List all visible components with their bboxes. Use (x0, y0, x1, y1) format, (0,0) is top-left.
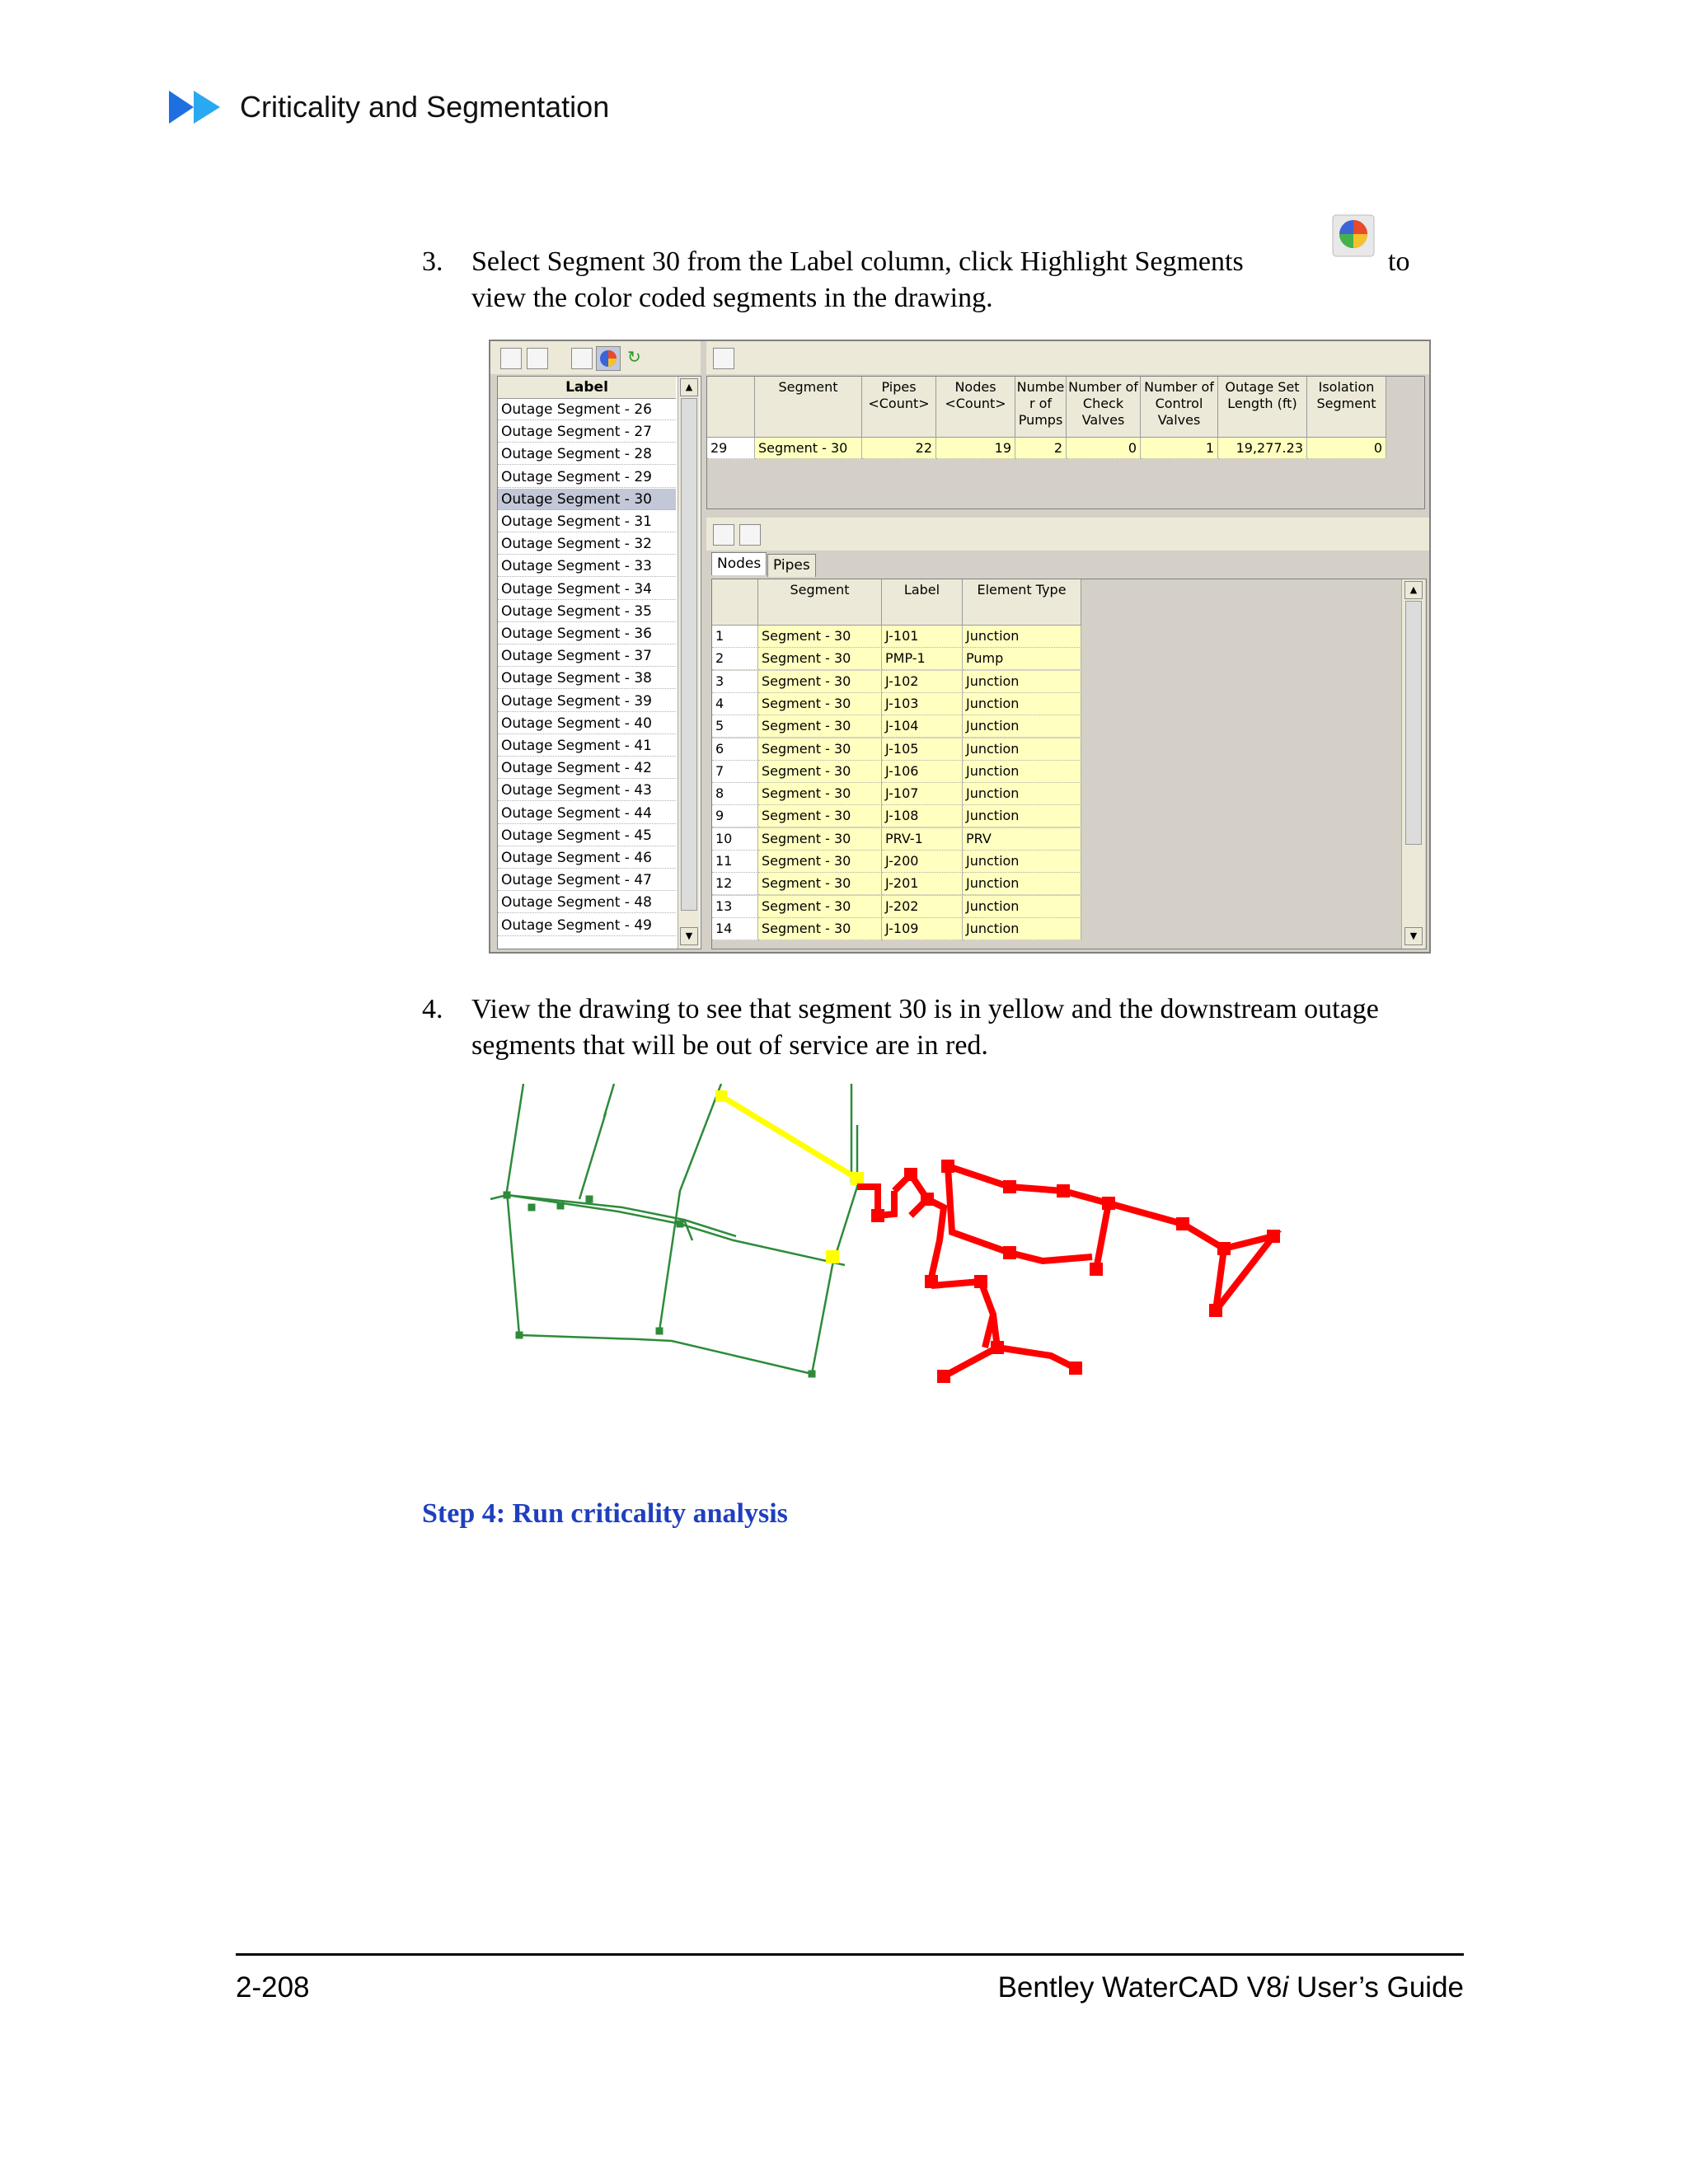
summary-cell[interactable]: 0 (1307, 438, 1386, 459)
nodes-table-scrollbar[interactable] (1401, 579, 1425, 949)
summary-column-header[interactable]: Number of Control Valves (1141, 377, 1218, 438)
nodes-cell[interactable]: Junction (963, 918, 1081, 940)
page-header (169, 89, 609, 125)
segment-30-node (826, 1250, 839, 1263)
summary-column-header[interactable]: Outage Set Length (ft) (1218, 377, 1307, 438)
guide-title-i: i (1282, 1971, 1289, 2004)
nodes-toolbar (706, 518, 1429, 551)
nodes-cell[interactable]: Junction (963, 626, 1081, 648)
nodes-cell[interactable]: J-109 (882, 918, 963, 940)
double-arrow-icon (169, 91, 223, 124)
tab-nodes[interactable]: Nodes (711, 552, 767, 575)
left-toolbar (490, 341, 701, 374)
junction-node (528, 1204, 536, 1212)
summary-column-header[interactable]: Nodes <Count> (936, 377, 1015, 438)
nodes-column-header[interactable]: Segment (758, 579, 882, 626)
guide-title-b: User’s Guide (1288, 1971, 1464, 2004)
outage-pipe (948, 1166, 1092, 1261)
segment-30-node (851, 1172, 864, 1185)
segment-30-node (715, 1090, 727, 1102)
nodes-cell[interactable]: J-106 (882, 761, 963, 783)
nodes-cell[interactable]: Junction (963, 896, 1081, 918)
copy-icon[interactable] (713, 524, 734, 546)
footer-rule (236, 1953, 1464, 1956)
label-list-item[interactable]: Outage Segment - 33 (498, 555, 676, 577)
nodes-cell[interactable]: Segment - 30 (758, 738, 882, 761)
label-list-item[interactable]: Outage Segment - 47 (498, 869, 676, 891)
nodes-column-header[interactable]: Element Type (963, 579, 1081, 626)
label-list-item[interactable]: Outage Segment - 41 (498, 735, 676, 757)
network-drawing (482, 1084, 1405, 1397)
zoom-icon[interactable] (571, 348, 593, 369)
nodes-cell[interactable]: J-108 (882, 805, 963, 827)
nodes-cell[interactable]: Junction (963, 783, 1081, 805)
refresh-icon[interactable]: ↻ (627, 347, 641, 367)
nodes-cell[interactable]: PRV-1 (882, 828, 963, 851)
label-list-item[interactable]: Outage Segment - 37 (498, 645, 676, 667)
summary-table (706, 376, 1425, 509)
scroll-thumb[interactable] (681, 398, 697, 911)
outage-pipe (927, 1199, 944, 1286)
nodes-cell[interactable]: J-105 (882, 738, 963, 761)
nodes-row-index: 7 (712, 761, 758, 783)
label-list-item[interactable]: Outage Segment - 28 (498, 443, 676, 465)
nodes-row-index: 12 (712, 873, 758, 895)
label-list-item[interactable]: Outage Segment - 46 (498, 847, 676, 869)
label-list-item[interactable]: Outage Segment - 45 (498, 825, 676, 846)
label-list-item[interactable]: Outage Segment - 32 (498, 533, 676, 555)
nodes-cell[interactable]: Segment - 30 (758, 648, 882, 670)
nodes-cell[interactable]: Segment - 30 (758, 896, 882, 918)
outage-pipe (997, 1347, 1076, 1368)
nodes-cell[interactable]: J-103 (882, 693, 963, 715)
outage-node (1003, 1180, 1016, 1193)
scroll-thumb[interactable] (1405, 601, 1422, 845)
junction-node (656, 1328, 663, 1335)
label-list-item[interactable]: Outage Segment - 48 (498, 892, 676, 913)
nodes-cell[interactable]: Segment - 30 (758, 693, 882, 715)
pipe (507, 1084, 523, 1335)
nodes-row-index: 13 (712, 896, 758, 918)
summary-column-header[interactable]: Segment (755, 377, 862, 438)
label-list-item[interactable]: Outage Segment - 39 (498, 691, 676, 712)
summary-cell[interactable]: 0 (1067, 438, 1141, 459)
outage-node (1069, 1361, 1082, 1375)
step-number: 3. (422, 246, 443, 277)
outage-node (1102, 1197, 1115, 1210)
junction-node (586, 1196, 593, 1203)
label-list (497, 376, 701, 949)
junction-node (557, 1202, 565, 1210)
nodes-cell[interactable]: PMP-1 (882, 648, 963, 670)
label-list-item[interactable]: Outage Segment - 43 (498, 780, 676, 801)
copy-icon[interactable] (713, 348, 734, 369)
nodes-row-index: 14 (712, 918, 758, 940)
nodes-cell[interactable]: Segment - 30 (758, 805, 882, 827)
summary-column-header[interactable]: Numbe r of Pumps (1015, 377, 1067, 438)
label-list-item[interactable]: Outage Segment - 31 (498, 511, 676, 532)
step-text-a: Select Segment 30 from the Label column, click Highlight Segments (471, 246, 1244, 277)
pipe (519, 1335, 812, 1374)
outage-node (941, 1160, 954, 1173)
label-list-item[interactable]: Outage Segment - 42 (498, 757, 676, 779)
nodes-cell[interactable]: Junction (963, 761, 1081, 783)
highlight-segments-button[interactable] (596, 346, 621, 371)
nodes-cell[interactable]: Segment - 30 (758, 761, 882, 783)
summary-corner (707, 377, 755, 438)
junction-node (677, 1221, 684, 1228)
pipe (604, 1084, 614, 1117)
nodes-row-index: 5 (712, 715, 758, 738)
guide-title (998, 1971, 1464, 2004)
nodes-row-index: 11 (712, 851, 758, 873)
guide-title-a: Bentley WaterCAD V8 (997, 1971, 1282, 2004)
outage-node (937, 1370, 950, 1383)
outage-node (1209, 1304, 1222, 1317)
label-list-item[interactable]: Outage Segment - 27 (498, 421, 676, 443)
nodes-cell[interactable]: Junction (963, 851, 1081, 873)
summary-cell[interactable]: 2 (1015, 438, 1067, 459)
highlight-segments-icon (1332, 214, 1375, 257)
nodes-cell[interactable]: J-107 (882, 783, 963, 805)
segment-30-pipe (721, 1096, 857, 1179)
nodes-cell[interactable]: Junction (963, 715, 1081, 738)
nodes-cell[interactable]: Segment - 30 (758, 828, 882, 851)
nodes-cell[interactable]: PRV (963, 828, 1081, 851)
outage-pipe (1096, 1203, 1109, 1269)
report-icon[interactable] (500, 348, 522, 369)
junction-node (809, 1371, 816, 1378)
nodes-cell[interactable]: J-201 (882, 873, 963, 895)
nodes-cell[interactable]: Junction (963, 693, 1081, 715)
pipe (659, 1084, 721, 1331)
summary-toolbar (706, 341, 1429, 374)
step-text: View the drawing to see that segment 30 is in yellow and the downstream outage segments that will be out of service are in red. (471, 994, 1379, 1061)
nodes-row-index: 6 (712, 738, 758, 761)
nodes-cell[interactable]: Segment - 30 (758, 873, 882, 895)
select-dropdown-icon[interactable] (527, 348, 548, 369)
nodes-row-index: 2 (712, 648, 758, 670)
outage-node (1267, 1230, 1280, 1243)
label-list-item[interactable]: Outage Segment - 36 (498, 623, 676, 644)
nodes-cell[interactable]: Segment - 30 (758, 851, 882, 873)
summary-cell[interactable]: Segment - 30 (755, 438, 862, 459)
summary-cell[interactable]: 22 (862, 438, 936, 459)
page-number: 2-208 (236, 1971, 310, 2004)
label-list-item[interactable]: Outage Segment - 38 (498, 668, 676, 689)
step-text (471, 244, 1461, 280)
outage-node (974, 1275, 987, 1288)
nodes-row-index: 3 (712, 671, 758, 693)
junction-node (516, 1332, 523, 1339)
outage-node (1003, 1246, 1016, 1259)
nodes-row-index: 1 (712, 626, 758, 648)
step-text-b: view the color coded segments in the drawing. (471, 283, 993, 313)
summary-column-header[interactable]: Number of Check Valves (1067, 377, 1141, 438)
section-title: Criticality and Segmentation (240, 90, 610, 124)
outage-node (1090, 1263, 1103, 1276)
summary-cell[interactable]: 19 (936, 438, 1015, 459)
scroll-up-button[interactable]: ▲ (1404, 581, 1423, 599)
nodes-cell[interactable]: J-102 (882, 671, 963, 693)
pipe (579, 1113, 606, 1199)
label-list-item[interactable]: Outage Segment - 29 (498, 466, 676, 488)
step-4-heading: Step 4: Run criticality analysis (422, 1498, 788, 1529)
summary-cell[interactable]: 1 (1141, 438, 1218, 459)
highlight-segments-icon (597, 347, 620, 370)
outage-node (1176, 1217, 1189, 1230)
label-list-item[interactable]: Outage Segment - 26 (498, 399, 676, 420)
nodes-row-index: 10 (712, 828, 758, 851)
label-column-header[interactable]: Label (498, 377, 676, 399)
segmentation-window (489, 340, 1431, 954)
pipe (832, 1125, 857, 1265)
outage-node (921, 1193, 934, 1206)
nodes-cell[interactable]: Segment - 30 (758, 783, 882, 805)
nodes-cell[interactable]: Segment - 30 (758, 715, 882, 738)
junction-node (504, 1192, 511, 1199)
label-list-scrollbar[interactable] (678, 377, 700, 949)
nodes-corner (712, 579, 758, 626)
summary-column-header[interactable]: Isolation Segment (1307, 377, 1386, 438)
nodes-cell[interactable]: Junction (963, 805, 1081, 827)
pipe (812, 1265, 832, 1374)
nodes-cell[interactable]: Segment - 30 (758, 626, 882, 648)
outage-pipe (1183, 1224, 1224, 1310)
label-list-item[interactable]: Outage Segment - 30 (498, 489, 676, 510)
nodes-column-header[interactable]: Label (882, 579, 963, 626)
summary-column-header[interactable]: Pipes <Count> (862, 377, 936, 438)
outage-node (1217, 1242, 1231, 1255)
nodes-row-index: 4 (712, 693, 758, 715)
summary-row-index: 29 (707, 438, 755, 459)
outage-node (1057, 1184, 1070, 1197)
label-list-item[interactable]: Outage Segment - 35 (498, 601, 676, 622)
outage-node (871, 1209, 884, 1222)
nodes-cell[interactable]: J-101 (882, 626, 963, 648)
outage-node (904, 1168, 917, 1181)
nodes-cell[interactable]: Segment - 30 (758, 918, 882, 940)
scroll-down-button[interactable]: ▼ (1404, 927, 1423, 945)
summary-cell[interactable]: 19,277.23 (1218, 438, 1307, 459)
outage-node (925, 1275, 938, 1288)
nodes-row-index: 8 (712, 783, 758, 805)
nodes-table (711, 579, 1427, 949)
nodes-cell[interactable]: Pump (963, 648, 1081, 670)
nodes-cell[interactable]: J-200 (882, 851, 963, 873)
nodes-cell[interactable]: Junction (963, 738, 1081, 761)
label-list-item[interactable]: Outage Segment - 34 (498, 579, 676, 600)
step-number: 4. (422, 994, 443, 1024)
label-list-item[interactable]: Outage Segment - 49 (498, 915, 676, 936)
nodes-cell[interactable]: Junction (963, 671, 1081, 693)
nodes-row-index: 9 (712, 805, 758, 827)
nodes-cell[interactable]: Junction (963, 873, 1081, 895)
nodes-cell[interactable]: J-202 (882, 896, 963, 918)
step-text-to: to (1388, 246, 1410, 277)
tab-pipes[interactable]: Pipes (767, 554, 816, 577)
nodes-cell[interactable]: J-104 (882, 715, 963, 738)
scroll-up-button[interactable]: ▲ (680, 378, 698, 396)
nodes-cell[interactable]: Segment - 30 (758, 671, 882, 693)
select-dropdown-icon[interactable] (739, 524, 761, 546)
label-list-item[interactable]: Outage Segment - 40 (498, 713, 676, 734)
label-list-item[interactable]: Outage Segment - 44 (498, 803, 676, 824)
outage-node (991, 1341, 1004, 1354)
scroll-down-button[interactable]: ▼ (680, 927, 698, 945)
